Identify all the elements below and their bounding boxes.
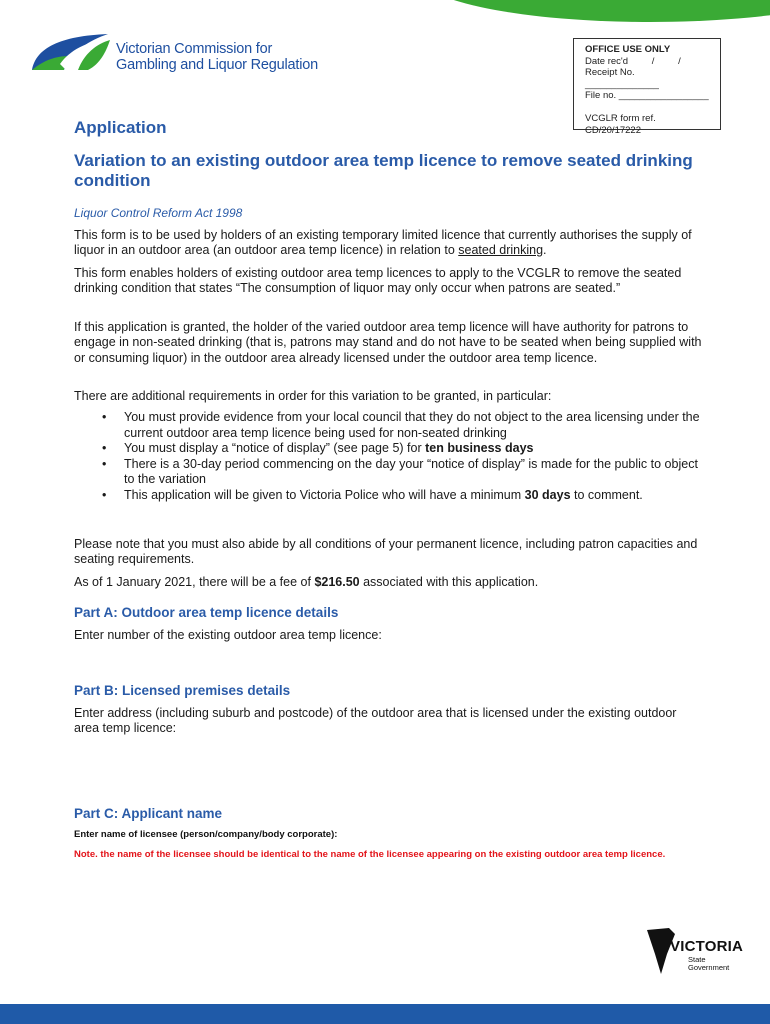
top-green-swoosh	[420, 0, 770, 22]
office-file-no: File no. _________________	[585, 90, 709, 102]
part-a-prompt: Enter number of the existing outdoor area temp licence:	[74, 628, 382, 642]
part-c-prompt: Enter name of licensee (person/company/body corporate):	[74, 829, 338, 840]
vcglr-logo-mark-icon	[30, 30, 112, 75]
req4-text: This application will be given to Victoria Police who will have a minimum	[124, 487, 525, 502]
org-name-line2: Gambling and Liquor Regulation	[116, 57, 318, 73]
part-b-prompt: Enter address (including suburb and postcode) of the outdoor area that is licensed under the existing outdoor area temp licence:	[74, 706, 677, 736]
footer-blue-bar	[0, 1004, 770, 1024]
application-heading: Application	[74, 118, 167, 137]
req1-text: You must provide evidence from your local council that they do not object to the area licensing under the current outdoor area temp licence being used for non-seated drinking	[124, 410, 700, 440]
list-item	[74, 410, 704, 441]
intro-paragraph-4: There are additional requirements in order for this variation to be granted, in particular:	[74, 389, 552, 403]
intro-paragraph-2: This form enables holders of existing outdoor area temp licences to apply to the VCGLR to remove the seated drinking condition that states “The consumption of liquor may only occur when patrons are seated.”	[74, 266, 682, 296]
victoria-wordmark: VICTORIA	[670, 938, 743, 955]
req4-end: to comment.	[570, 487, 643, 502]
state-government-label	[688, 956, 729, 971]
intro-p1-text: This form is to be used by holders of an existing temporary limited licence that currently authorises the supply of liquor in an outdoor area (an outdoor area temp licence) in relation to	[74, 228, 692, 258]
part-b-heading: Part B: Licensed premises details	[74, 683, 291, 698]
office-form-ref: CD/20/17222	[585, 124, 641, 136]
government-label: Government	[688, 962, 730, 972]
state-label: State	[688, 955, 706, 964]
req3-text: There is a 30-day period commencing on the day your “notice of display” is made for the public to object to the variation	[124, 456, 698, 487]
office-form-ref-label: VCGLR form ref.	[585, 112, 656, 124]
seated-drinking-link[interactable]: seated drinking	[458, 243, 544, 258]
conditions-paragraph: Please note that you must also abide by all conditions of your permanent licence, including patron capacities and seating requirements.	[74, 537, 698, 567]
vcglr-logo	[30, 30, 330, 75]
list-item	[74, 488, 704, 504]
fee-text-end: associated with this application.	[359, 575, 539, 589]
intro-paragraph-3: If this application is granted, the holder of the varied outdoor area temp licence will have authority for patrons to engage in non-seated drinking (that is, patrons may stand and do not have to be seated when being supplied with or consuming liquor) in the outdoor area already licensed under the outdoor area temp licence.	[74, 320, 702, 365]
office-use-box	[573, 38, 721, 136]
requirements-list	[74, 410, 704, 504]
office-use-title: OFFICE USE ONLY	[585, 44, 671, 55]
req2-bold: ten business days	[425, 441, 534, 456]
fee-text: As of 1 January 2021, there will be a fee of	[74, 575, 315, 589]
office-date-recd: Date rec'd / /	[585, 55, 681, 67]
fee-amount: $216.50	[314, 575, 360, 589]
form-title: Variation to an existing outdoor area temp licence to remove seated drinking condition	[74, 151, 693, 190]
part-c-heading: Part C: Applicant name	[74, 806, 223, 821]
part-a-heading: Part A: Outdoor area temp licence details	[74, 605, 339, 620]
fee-paragraph	[74, 575, 704, 590]
org-name-line1: Victorian Commission for	[116, 41, 273, 57]
req2-text: You must display a “notice of display” (see page 5) for	[124, 441, 426, 456]
list-item	[74, 441, 704, 457]
office-receipt-no: Receipt No. ______________	[585, 67, 659, 90]
req4-bold: 30 days	[524, 487, 571, 502]
part-c-note: Note. the name of the licensee should be identical to the name of the licensee appearing on the existing outdoor area temp licence.	[74, 849, 666, 860]
intro-p1-end: .	[543, 243, 547, 258]
list-item	[74, 457, 704, 488]
intro-paragraph-1	[74, 228, 704, 259]
act-reference: Liquor Control Reform Act 1998	[74, 206, 243, 220]
